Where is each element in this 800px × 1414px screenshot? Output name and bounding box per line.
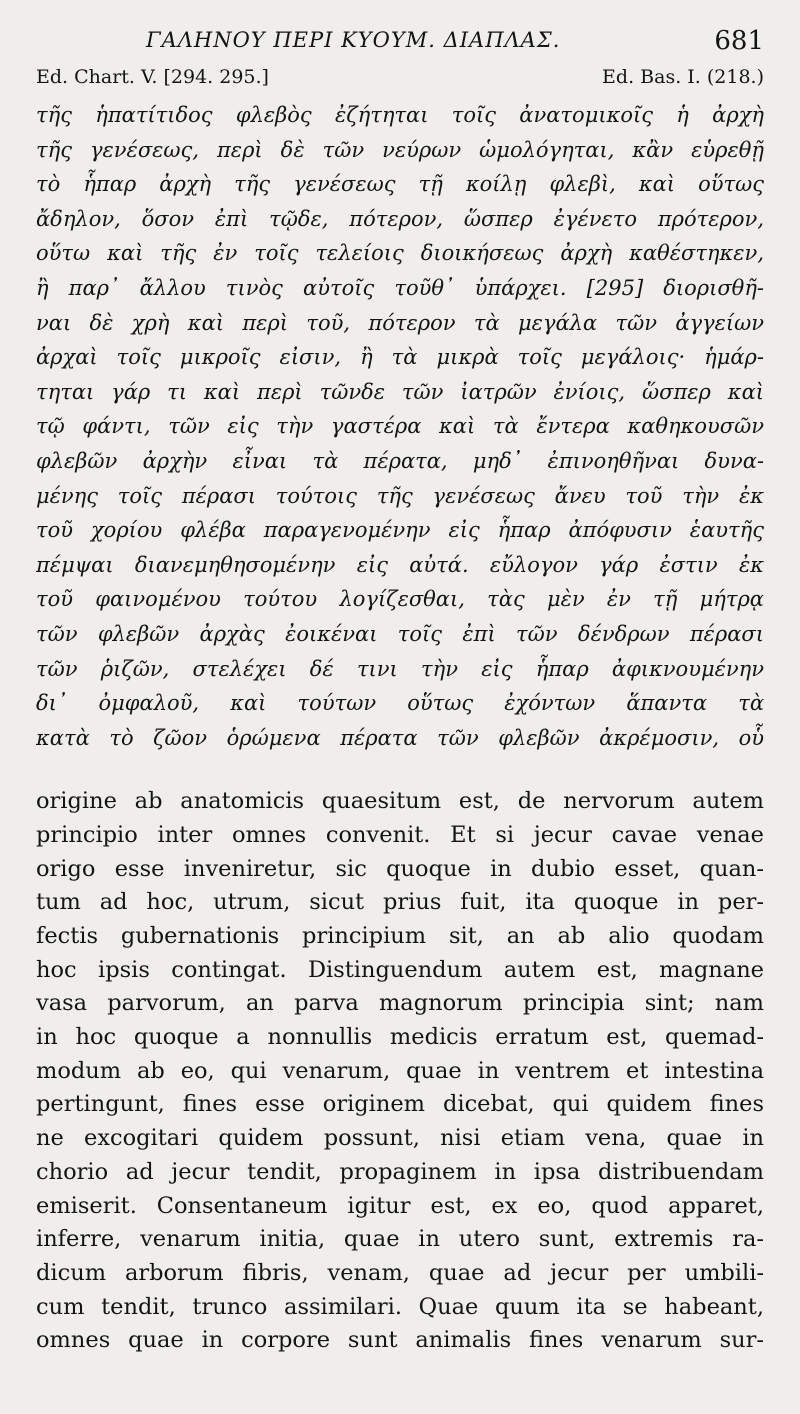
latin-text-line: emiserit. Consentaneum igitur est, ex eo, quod apparet, xyxy=(36,1192,764,1219)
latin-text-line: origo esse inveniretur, sic quoque in dubio esset, quan- xyxy=(36,855,764,882)
latin-text-line: cum tendit, trunco assimilari. Quae quum ita se habeant, xyxy=(36,1293,764,1320)
latin-text-block xyxy=(36,785,764,1358)
latin-text-line: vasa parvorum, an parva magnorum principia sint; nam xyxy=(36,990,764,1017)
running-head xyxy=(36,22,764,66)
latin-text-line: origine ab anatomicis quaesitum est, de nervorum autem xyxy=(36,788,764,815)
greek-text-line: τὸ ἧπαρ ἀρχὴ τῆς γενέσεως τῇ κοίλῃ φλεβὶ, καὶ οὕτως xyxy=(36,172,764,197)
greek-text-line: τῶν φλεβῶν ἀρχὰς ἐοικέναι τοῖς ἐπὶ τῶν δένδρων πέρασι xyxy=(36,621,764,646)
page-number: 681 xyxy=(714,26,764,56)
greek-text-line: δι᾽ ὀμφαλοῦ, καὶ τούτων οὕτως ἐχόντων ἅπαντα τὰ xyxy=(36,691,764,716)
greek-text-line: τοῦ χορίου φλέβα παραγενομένην εἰς ἧπαρ ἀπόφυσιν ἑαυτῆς xyxy=(36,518,764,543)
edition-references xyxy=(36,66,764,98)
edition-chartier: Ed. Chart. V. [294. 295.] xyxy=(36,66,269,88)
greek-text-line: φλεβῶν ἀρχὴν εἶναι τὰ πέρατα, μηδ᾽ ἐπινοηθῆναι δυνα- xyxy=(36,448,764,473)
greek-text-line: ναι δὲ χρὴ καὶ περὶ τοῦ, πότερον τὰ μεγάλα τῶν ἀγγείων xyxy=(36,310,764,335)
greek-text-line: ἢ παρ᾽ ἄλλου τινὸς αὐτοῖς τοῦθ᾽ ὑπάρχει. [295] διορισθῆ- xyxy=(36,275,764,300)
edition-basel: Ed. Bas. I. (218.) xyxy=(602,66,764,88)
greek-text-line: κατὰ τὸ ζῶον ὁρώμενα πέρατα τῶν φλεβῶν ἀκρέμοσιν, οὗ xyxy=(36,725,764,750)
greek-text-block xyxy=(36,98,764,755)
greek-text-line: τῶν ῥιζῶν, στελέχει δέ τινι τὴν εἰς ἧπαρ ἀφικνουμένην xyxy=(36,656,764,681)
latin-text-line: dicum arborum fibris, venam, quae ad jecur per umbili- xyxy=(36,1259,764,1286)
latin-text-line: inferre, venarum initia, quae in utero sunt, extremis ra- xyxy=(36,1226,764,1253)
latin-text-line: fectis gubernationis principium sit, an ab alio quodam xyxy=(36,923,764,950)
latin-text-line: pertingunt, fines esse originem dicebat, qui quidem fines xyxy=(36,1091,764,1118)
greek-text-line: μένης τοῖς πέρασι τούτοις τῆς γενέσεως ἄνευ τοῦ τὴν ἐκ xyxy=(36,483,764,508)
latin-text-line: modum ab eo, qui venarum, quae in ventrem et intestina xyxy=(36,1057,764,1084)
greek-text-line: ἄδηλον, ὅσον ἐπὶ τῷδε, πότερον, ὥσπερ ἐγένετο πρότερον, xyxy=(36,206,764,231)
latin-text-line: omnes quae in corpore sunt animalis fines venarum sur- xyxy=(36,1327,764,1354)
greek-text-line: τῆς ἡπατίτιδος φλεβὸς ἐζήτηται τοῖς ἀνατομικοῖς ἡ ἀρχὴ xyxy=(36,103,764,127)
latin-text-line: tum ad hoc, utrum, sicut prius fuit, ita quoque in per- xyxy=(36,889,764,916)
greek-text-line: πέμψαι διανεμηθησομένην εἰς αὐτά. εὔλογον γάρ ἐστιν ἐκ xyxy=(36,552,764,577)
greek-text-line: τοῦ φαινομένου τούτου λογίζεσθαι, τὰς μὲν ἐν τῇ μήτρᾳ xyxy=(36,587,764,612)
greek-text-line: τῆς γενέσεως, περὶ δὲ τῶν νεύρων ὡμολόγηται, κἂν εὑρεθῇ xyxy=(36,137,764,162)
latin-text-line: in hoc quoque a nonnullis medicis erratum est, quemad- xyxy=(36,1024,764,1051)
greek-text-line: οὕτω καὶ τῆς ἐν τοῖς τελείοις διοικήσεως ἀρχὴ καθέστηκεν, xyxy=(36,241,764,266)
section-gap xyxy=(36,755,764,785)
greek-text-line: ἀρχαὶ τοῖς μικροῖς εἰσιν, ἢ τὰ μικρὰ τοῖς μεγάλοις· ἡμάρ- xyxy=(36,345,764,370)
greek-text-line: τῷ φάντι, τῶν εἰς τὴν γαστέρα καὶ τὰ ἔντερα καθηκουσῶν xyxy=(36,414,764,439)
latin-text-line: chorio ad jecur tendit, propaginem in ipsa distribuendam xyxy=(36,1158,764,1185)
running-title: ΓΑΛΗΝΟΥ ΠΕΡΙ ΚΥΟΥΜ. ΔΙΑΠΛΑΣ. xyxy=(146,28,561,52)
greek-text-line: τηται γάρ τι καὶ περὶ τῶνδε τῶν ἰατρῶν ἐνίοις, ὥσπερ καὶ xyxy=(36,379,764,404)
latin-text-line: principio inter omnes convenit. Et si jecur cavae venae xyxy=(36,821,764,848)
latin-text-line: hoc ipsis contingat. Distinguendum autem est, magnane xyxy=(36,956,764,983)
latin-text-line: ne excogitari quidem possunt, nisi etiam vena, quae in xyxy=(36,1125,764,1152)
